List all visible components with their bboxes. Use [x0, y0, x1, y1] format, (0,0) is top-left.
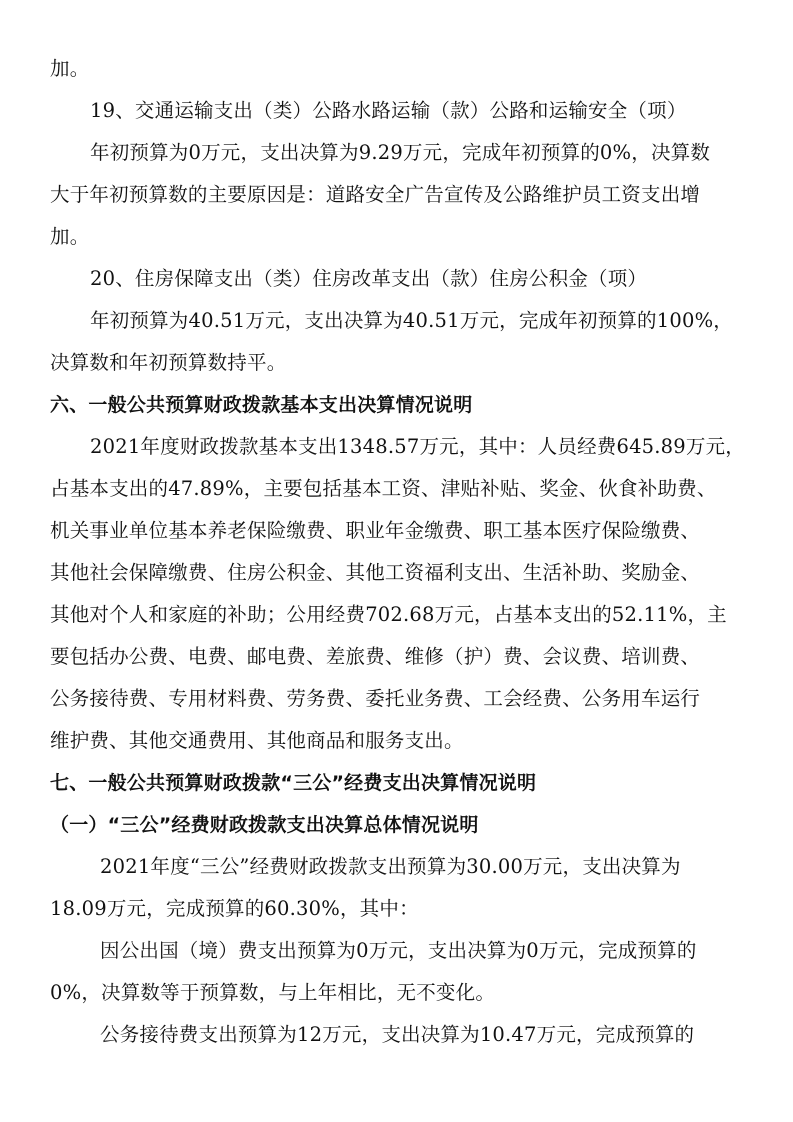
text-line: 其他对个人和家庭的补助；公用经费702.68万元，占基本支出的52.11%，主 — [50, 603, 727, 626]
text-line: 加。 — [50, 57, 90, 80]
text-line: 年初预算为0万元，支出决算为9.29万元，完成年初预算的0%，决算数 — [90, 141, 711, 164]
section-item-20: 20、住房保障支出（类）住房改革支出（款）住房公积金（项） — [90, 267, 648, 290]
text-line: 占基本支出的47.89%，主要包括基本工资、津贴补贴、奖金、伙食补助费、 — [50, 477, 717, 500]
text-line: 0%，决算数等于预算数，与上年相比，无不变化。 — [50, 981, 496, 1004]
text-line: 年初预算为40.51万元，支出决算为40.51万元，完成年初预算的100%， — [90, 309, 733, 332]
text-line: 其他社会保障缴费、住房公积金、其他工资福利支出、生活补助、奖励金、 — [50, 561, 701, 584]
section-item-19: 19、交通运输支出（类）公路水路运输（款）公路和运输安全（项） — [90, 99, 687, 122]
section-heading-7: 七、一般公共预算财政拨款“三公”经费支出决算情况说明 — [50, 772, 537, 794]
text-line: 公务接待费支出预算为12万元，支出决算为10.47万元，完成预算的 — [100, 1023, 695, 1046]
subsection-heading-1: （一）“三公”经费财政拨款支出决算总体情况说明 — [50, 814, 479, 836]
text-line: 因公出国（境）费支出预算为0万元，支出决算为0万元，完成预算的 — [100, 939, 697, 962]
text-line: 公务接待费、专用材料费、劳务费、委托业务费、工会经费、公务用车运行 — [50, 687, 701, 710]
text-line: 2021年度“三公”经费财政拨款支出预算为30.00万元，支出决算为 — [100, 855, 681, 878]
text-line: 大于年初预算数的主要原因是：道路安全广告宣传及公路维护员工资支出增 — [50, 183, 701, 206]
text-line: 决算数和年初预算数持平。 — [50, 351, 287, 374]
text-line: 机关事业单位基本养老保险缴费、职业年金缴费、职工基本医疗保险缴费、 — [50, 519, 701, 542]
text-line: 18.09万元，完成预算的60.30%，其中： — [50, 897, 419, 920]
text-line: 加。 — [50, 225, 90, 248]
text-line: 2021年度财政拨款基本支出1348.57万元，其中：人员经费645.89万元， — [90, 435, 745, 458]
section-heading-6: 六、一般公共预算财政拨款基本支出决算情况说明 — [50, 394, 473, 416]
text-line: 要包括办公费、电费、邮电费、差旅费、维修（护）费、会议费、培训费、 — [50, 645, 701, 668]
text-line: 维护费、其他交通费用、其他商品和服务支出。 — [50, 729, 464, 752]
